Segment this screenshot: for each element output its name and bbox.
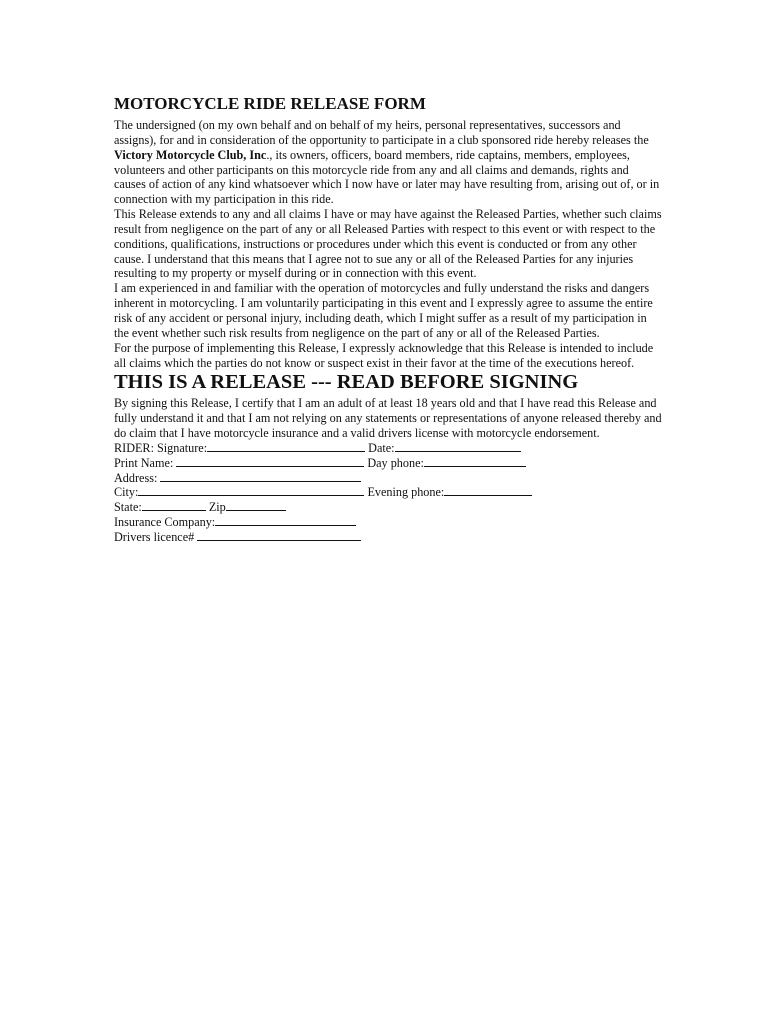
state-field[interactable] <box>142 500 206 511</box>
print-name-row <box>114 456 662 471</box>
zip-label: Zip <box>208 500 226 515</box>
day-phone-field[interactable] <box>424 456 526 467</box>
city-field[interactable] <box>138 485 364 496</box>
club-name: Victory Motorcycle Club, Inc <box>114 147 267 162</box>
print-name-label: Print Name: <box>114 455 174 470</box>
paragraph-1-text-end: ., its owners, officers, board members, ride captains, members, employees, volunteers and other participants on this motorcycle ride from any and all claims and demands, rights and causes of action of any kind whatsoever which I now have or later may have resulting from, arising out of, or in connection with my participation in this ride. <box>114 147 660 207</box>
release-paragraph-4: For the purpose of implementing this Release, I expressly acknowledge that this Release is intended to include all claims which the parties do not know or suspect exist in their favor at the time of the executions hereof. <box>114 340 654 370</box>
licence-label: Drivers licence# <box>114 529 195 544</box>
insurance-row <box>114 515 662 530</box>
licence-field[interactable] <box>197 530 361 541</box>
state-zip-row <box>114 500 662 515</box>
city-row <box>114 485 662 500</box>
address-row <box>114 471 662 486</box>
release-paragraph-2: This Release extends to any and all claims I have or may have against the Released Parties, whether such claims result from negligence on the part of any or all Released Parties with respect to this event or with respect to the conditions, qualifications, instructions or procedures under which this event is conducted or from any other cause. I understand that this means that I agree not to sue any or all of the Released Parties for any injuries resulting to my property or myself during or in connection with this event. <box>114 207 662 281</box>
release-paragraph-3: I am experienced in and familiar with the operation of motorcycles and fully understand the risks and dangers inherent in motorcycling. I am voluntarily participating in this event and I expressly agree to assume the entire risk of any accident or personal injury, including death, which I might suffer as a result of my participation in the event whether such risk results from negligence on the part of any or all of the Released Parties. <box>114 281 653 340</box>
print-name-field[interactable] <box>176 456 364 467</box>
state-label: State: <box>114 500 142 515</box>
date-label: Date: <box>368 440 395 455</box>
insurance-field[interactable] <box>215 515 356 526</box>
city-label: City: <box>114 485 139 500</box>
release-warning-heading: THIS IS A RELEASE --- READ BEFORE SIGNING <box>114 371 579 394</box>
insurance-label: Insurance Company: <box>114 515 216 530</box>
signature-row <box>114 441 662 456</box>
address-field[interactable] <box>160 471 361 482</box>
form-title: MOTORCYCLE RIDE RELEASE FORM <box>114 94 426 113</box>
address-label: Address: <box>114 470 158 485</box>
evening-phone-field[interactable] <box>444 485 532 496</box>
release-paragraph-1 <box>114 118 662 207</box>
date-field[interactable] <box>395 441 521 452</box>
paragraph-1-text-start: The undersigned (on my own behalf and on behalf of my heirs, personal representatives, successors and assigns), for and in consideration of the opportunity to participate in a club sponsored ride hereby releases the <box>114 118 649 147</box>
licence-row <box>114 530 662 545</box>
zip-field[interactable] <box>226 500 286 511</box>
signature-field[interactable] <box>207 441 365 452</box>
signature-label: RIDER: Signature: <box>114 440 208 455</box>
day-phone-label: Day phone: <box>367 455 424 470</box>
evening-phone-label: Evening phone: <box>367 485 445 500</box>
release-paragraph-5: By signing this Release, I certify that I am an adult of at least 18 years old and that I have read this Release and fully understand it and that I am not relying on any statements or representations of anyone released thereby and do claim that I have motorcycle insurance and a valid drivers license with motorcycle endorsement. <box>114 396 662 441</box>
release-form-page <box>114 94 662 545</box>
